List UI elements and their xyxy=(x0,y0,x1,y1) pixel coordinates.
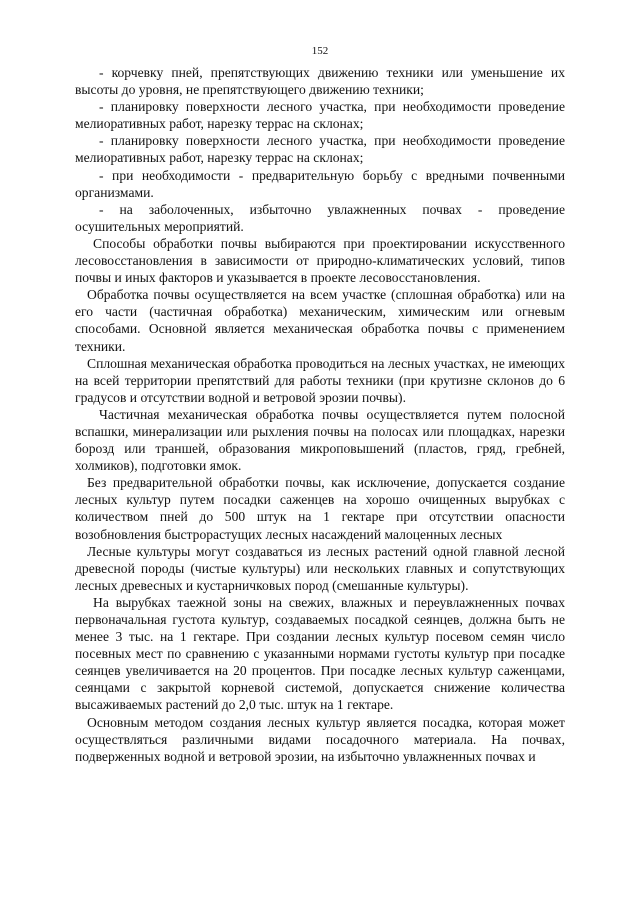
paragraph-partial-treatment: Частичная механическая обработка почвы осуществляется путем полосной вспашки, минерализации или рыхления почвы на полосах или площадках, нарезки борозд или траншей, образования микроповышений (пластов, гряд, гребней, холмиков), подготовки ямок. xyxy=(75,406,565,474)
paragraph-soil-treatment: Обработка почвы осуществляется на всем участке (сплошная обработка) или на его части (частичная обработка) механическим, химическим или огневым способами. Основной является механическая обработка почвы с применением техники. xyxy=(75,287,565,354)
paragraph-planting-method: Основным методом создания лесных культур является посадка, которая может осуществляться различными видами посадочного материала. На почвах, подверженных водной и ветровой эрозии, на избыточно увлажненных почвах и xyxy=(75,714,565,764)
paragraph-no-treatment: Без предварительной обработки почвы, как исключение, допускается создание лесных культур путем посадки саженцев на хорошо очищенных вырубках с количеством пней до 500 штук на 1 гектаре при отсутствии опасности возобновления быстрорастущих лесных насаждений малоценных лесных xyxy=(75,475,565,542)
paragraph-stump-removal: - корчевку пней, препятствующих движению техники или уменьшение их высоты до уровня, не препятствующего движению техники; xyxy=(75,65,565,98)
paragraph-pest-control: - при необходимости - предварительную борьбу с вредными почвенными организмами. xyxy=(75,167,565,200)
paragraph-drainage: - на заболоченных, избыточно увлажненных почвах - проведение осушительных мероприятий. xyxy=(75,201,565,234)
paragraph-continuous-treatment: Сплошная механическая обработка проводиться на лесных участках, не имеющих на всей территории препятствий для работы техники (при крутизне склонов до 6 градусов и отсутствии водной и ветровой эрозии почвы). xyxy=(75,355,565,405)
paragraph-treatment-methods: Способы обработки почвы выбираются при проектировании искусственного лесовосстановления в зависимости от природно-климатических условий, типов почвы и иных факторов и указывается в проекте лесовосстановления. xyxy=(75,235,565,286)
paragraph-surface-leveling: - планировку поверхности лесного участка, при необходимости проведение мелиоративных работ, нарезку террас на склонах; xyxy=(75,99,565,132)
paragraph-forest-cultures: Лесные культуры могут создаваться из лесных растений одной главной лесной древесной породы (чистые культуры) или нескольких главных и сопутствующих лесных древесных и кустарничковых пород (смешанные культуры). xyxy=(75,543,565,593)
page-number: 152 xyxy=(311,45,329,57)
paragraph-taiga-density: На вырубках таежной зоны на свежих, влажных и переувлажненных почвах первоначальная густота культур, создаваемых посадкой сеянцев, должна быть не менее 3 тыс. на 1 гектаре. При создании лесных культур посевом семян число посевных мест по сравнению с указанными нормами густоты культур при посадке сеянцев увеличивается на 20 процентов. При посадке лесных культур саженцами, сеянцами с закрытой корневой системой, допускается снижение количества высаживаемых растений до 2,0 тыс. штук на 1 гектаре. xyxy=(75,594,565,713)
paragraph-surface-leveling-repeat: - планировку поверхности лесного участка, при необходимости проведение мелиоративных работ, нарезку террас на склонах; xyxy=(75,133,565,166)
document-page xyxy=(75,44,565,765)
